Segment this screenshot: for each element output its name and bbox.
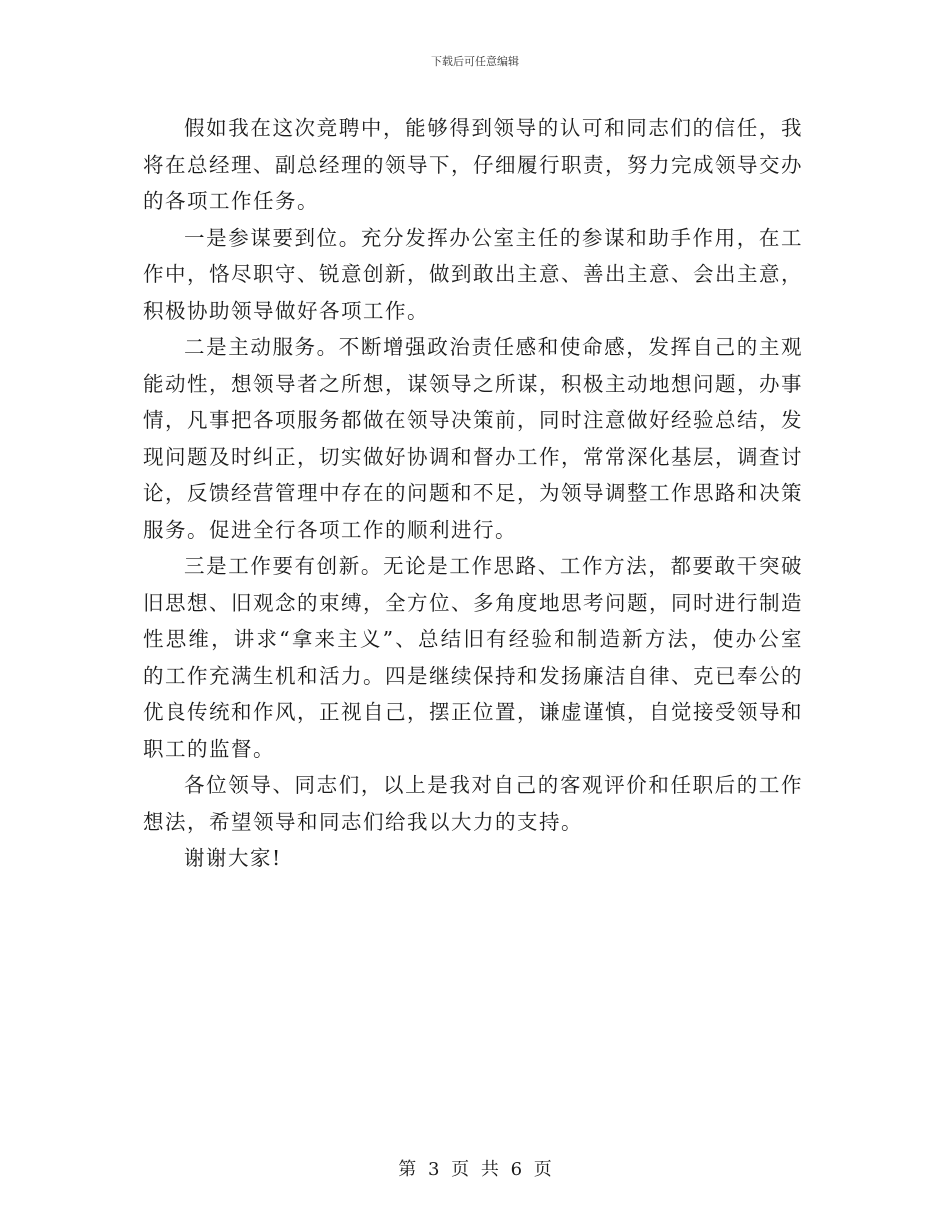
paragraph-point-two: 二是主动服务。不断增强政治责任感和使命感，发挥自己的主观能动性，想领导者之所想，谋领导之所谋，积极主动地想问题，办事情，凡事把各项服务都做在领导决策前，同时注意做好经验总结，发现问题及时纠正，切实做好协调和督办工作，常常深化基层，调查讨论，反馈经营管理中存在的问题和不足，为领导调整工作思路和决策服务。促进全行各项工作的顺利进行。: [143, 335, 803, 542]
page-number-footer: 第 3 页 共 6 页: [398, 1159, 552, 1180]
page-header: 下载后可任意编辑: [431, 55, 519, 68]
paragraph-point-one: 一是参谋要到位。充分发挥办公室主任的参谋和助手作用，在工作中，恪尽职守、锐意创新，做到敢出主意、善出主意、会出主意，积极协助领导做好各项工作。: [143, 225, 803, 323]
paragraph-point-three: 三是工作要有创新。无论是工作思路、工作方法，都要敢干突破旧思想、旧观念的束缚，全方位、多角度地思考问题，同时进行制造性思维，讲求“拿来主义”、总结旧有经验和制造新方法，使办公室的工作充满生机和活力。四是继续保持和发扬廉洁自律、克已奉公的优良传统和作风，正视自己，摆正位置，谦虚谨慎，自觉接受领导和职工的监督。: [143, 554, 803, 761]
paragraph-intro: 假如我在这次竞聘中，能够得到领导的认可和同志们的信任，我将在总经理、副总经理的领导下，仔细履行职责，努力完成领导交办的各项工作任务。: [143, 116, 803, 213]
document-body: [143, 110, 803, 877]
paragraph-closing: 各位领导、同志们，以上是我对自己的客观评价和任职后的工作想法，希望领导和同志们给我以大力的支持。: [143, 773, 803, 834]
paragraph-thanks: 谢谢大家!: [184, 846, 282, 870]
